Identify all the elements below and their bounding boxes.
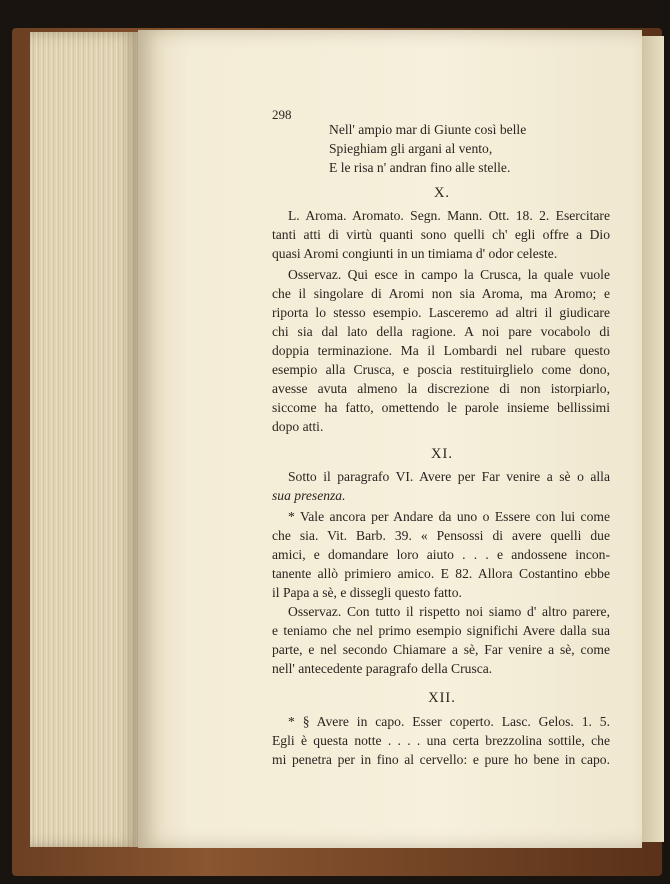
text-line: tanti atti di virtù quanti sono quelli ch' egli offre a Dio: [272, 227, 610, 242]
text-line: esempio alla Crusca, e poscia restituirglielo come dono,: [272, 362, 610, 377]
text-line: Osservaz. Qui esce in campo la Crusca, la quale vuole: [288, 267, 610, 282]
text-line: avesse avuta almeno la discrezione di non istorpiarlo,: [272, 381, 610, 396]
section-heading: XI.: [431, 446, 453, 462]
text-line: * § Avere in capo. Esser coperto. Lasc. Gelos. 1. 5.: [288, 714, 610, 729]
text-line: tanente allò primiero amico. E 82. Allora Costantino ebbe: [272, 566, 610, 581]
page-edges: [30, 32, 138, 847]
text-line: L. Aroma. Aromato. Segn. Mann. Ott. 18. 2. Esercitare: [288, 208, 610, 223]
text-line: siccome ha fatto, omettendo le parole insieme bellissimi: [272, 400, 610, 415]
verse-line: Spieghiam gli argani al vento,: [329, 141, 493, 156]
verse-line: Nell' ampio mar di Giunte così belle: [329, 122, 527, 137]
text-line: sua presenza.: [272, 488, 346, 503]
text-line: il Papa a sè, e dissegli questo fatto.: [272, 585, 462, 600]
section-heading: XII.: [428, 690, 456, 706]
text-line: quasi Aromi congiunti in un timiama d' odor celeste.: [272, 246, 558, 261]
text-line: * Vale ancora per Andare da uno o Essere con lui come: [288, 509, 610, 524]
section-heading: X.: [433, 185, 451, 201]
text-line: che sia. Vit. Barb. 39. « Pensossi di avere quelli due: [272, 528, 610, 543]
text-line: Egli è questa notte . . . . una certa brezzolina sottile, che: [272, 733, 610, 748]
text-line: dopo atti.: [272, 419, 324, 434]
text-line: doppia terminazione. Ma il Lombardi nel rubare questo: [272, 343, 610, 358]
text-line: Sotto il paragrafo VI. Avere per Far venire a sè o alla: [288, 469, 610, 484]
verse-line: E le risa n' andran fino alle stelle.: [329, 160, 511, 175]
text-line: e teniamo che nel primo esempio significhi Avere dalla sua: [272, 623, 610, 638]
text-line: nell' antecedente paragrafo della Crusca.: [272, 661, 493, 676]
facing-page-edge: [642, 36, 664, 842]
text-line: Osservaz. Con tutto il rispetto noi siamo d' altro parere,: [288, 604, 610, 619]
text-line: mi penetra per in fino al cervello: e pure ho bene in capo.: [272, 752, 610, 767]
page-number: 298: [272, 107, 292, 122]
text-line: amici, e domandare loro aiuto . . . e andossene incon-: [272, 547, 610, 562]
text-line: parte, e nel secondo Chiamare a sè, Far venire a sè, come: [272, 642, 610, 657]
text-line: riporta lo stesso esempio. Lasceremo ad altri il giudicare: [272, 305, 610, 320]
text-line: chi sia dal lato della ragione. A noi pare vocabolo di: [272, 324, 610, 339]
text-line: che il singolare di Aromi non sia Aroma, ma Aromo; e: [272, 286, 610, 301]
